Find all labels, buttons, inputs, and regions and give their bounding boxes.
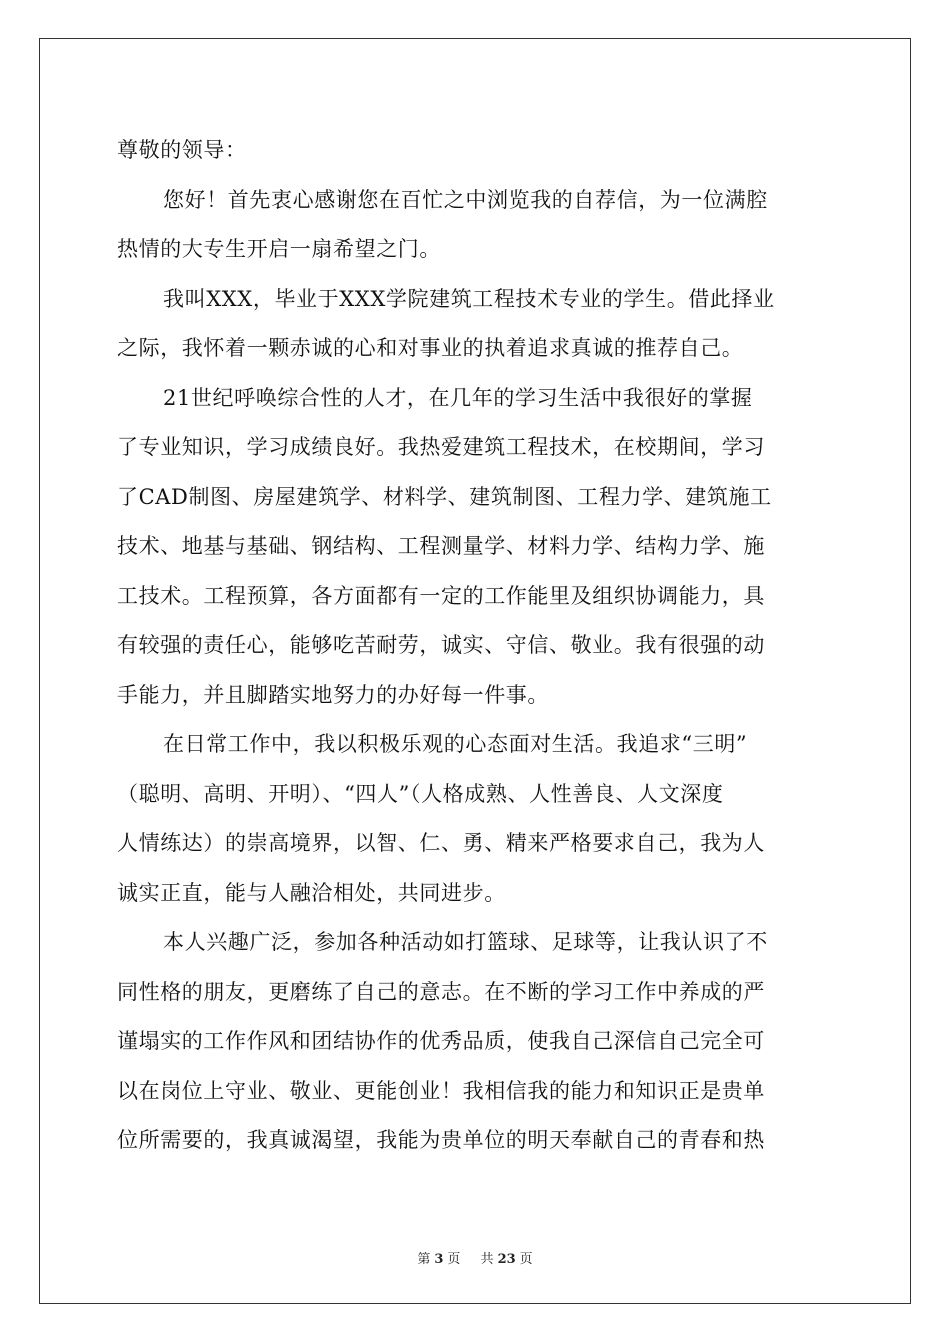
letter-line: 尊敬的领导：	[117, 138, 247, 162]
letter-body	[117, 126, 831, 1166]
letter-line: 热情的大专生开启一扇希望之门。	[117, 237, 441, 261]
letter-line: 谨塌实的工作作风和团结协作的优秀品质，使我自己深信自己完全可	[117, 1029, 765, 1053]
total-suffix: 页	[519, 1252, 533, 1267]
letter-line: 您好！首先衷心感谢您在百忙之中浏览我的自荐信，为一位满腔	[163, 187, 768, 212]
letter-line: 位所需要的，我真诚渴望，我能为贵单位的明天奉献自己的青春和热	[117, 1128, 765, 1152]
page-suffix: 页	[447, 1252, 461, 1267]
page-indicator	[413, 1252, 464, 1267]
letter-line: 人情练达）的崇高境界，以智、仁、勇、精来严格要求自己，我为人	[117, 831, 765, 855]
letter-line: 了专业知识，学习成绩良好。我热爱建筑工程技术，在校期间，学习	[117, 435, 765, 459]
letter-line: （聪明、高明、开明）、“四人”（人格成熟、人性善良、人文深度	[117, 781, 724, 806]
page-footer	[0, 1248, 950, 1267]
total-pages: 23	[497, 1252, 516, 1267]
letter-line: 我叫XXX，毕业于XXX学院建筑工程技术专业的学生。借此择业	[163, 286, 775, 311]
letter-line: 本人兴趣广泛，参加各种活动如打篮球、足球等，让我认识了不	[163, 930, 768, 954]
letter-line: 诚实正直，能与人融洽相处，共同进步。	[117, 880, 506, 905]
letter-line: 之际，我怀着一颗赤诚的心和对事业的执着追求真诚的推荐自己。	[117, 336, 744, 360]
letter-line: 手能力，并且脚踏实地努力的办好每一件事。	[117, 682, 549, 707]
page-prefix: 第	[417, 1252, 431, 1267]
letter-line: 同性格的朋友，更磨练了自己的意志。在不断的学习工作中养成的严	[117, 979, 765, 1004]
letter-line: 工技术。工程预算，各方面都有一定的工作能里及组织协调能力，具	[117, 583, 765, 608]
letter-line: 21世纪呼唤综合性的人才，在几年的学习生活中我很好的掌握	[163, 385, 753, 410]
letter-line: 技术、地基与基础、钢结构、工程测量学、材料力学、结构力学、施	[117, 534, 765, 558]
letter-line: 了CAD制图、房屋建筑学、材料学、建筑制图、工程力学、建筑施工	[117, 484, 772, 509]
page-number: 3	[434, 1252, 444, 1267]
letter-line: 在日常工作中，我以积极乐观的心态面对生活。我追求“三明”	[163, 732, 748, 756]
total-prefix: 共	[480, 1252, 494, 1267]
letter-line: 有较强的责任心，能够吃苦耐劳，诚实、守信、敬业。我有很强的动	[117, 633, 765, 657]
letter-line: 以在岗位上守业、敬业、更能创业！我相信我的能力和知识正是贵单	[117, 1078, 765, 1103]
total-indicator	[477, 1252, 537, 1267]
